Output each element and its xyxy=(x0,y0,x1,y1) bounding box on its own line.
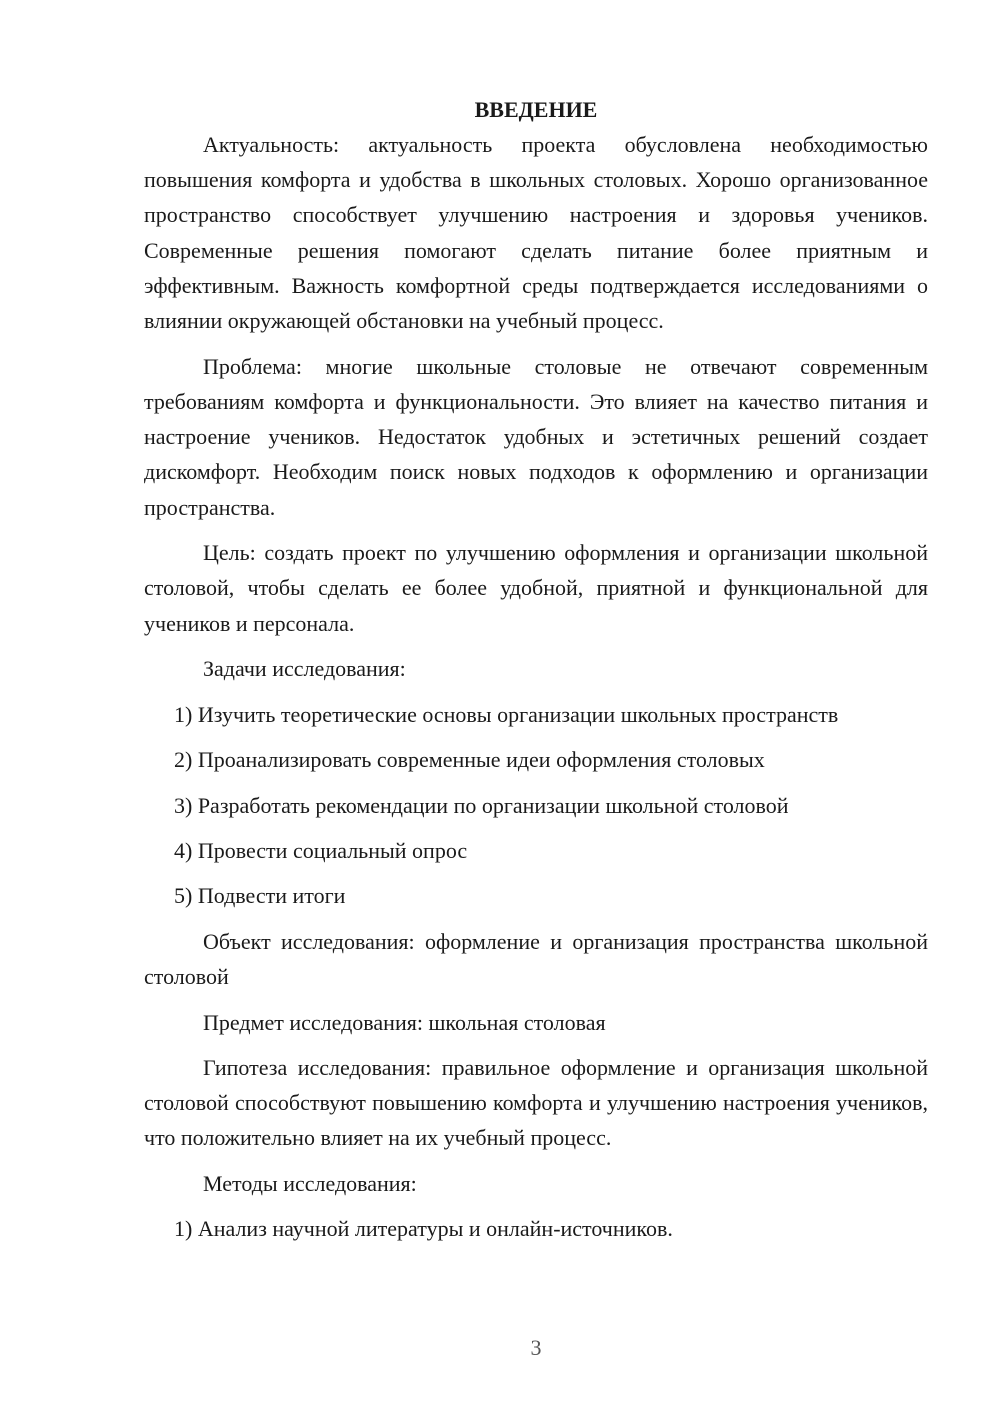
page-title: ВВЕДЕНИЕ xyxy=(474,97,598,122)
list-item: 1) Анализ научной литературы и онлайн-источников. xyxy=(174,1216,673,1242)
methods-heading: Методы исследования: xyxy=(203,1171,417,1197)
document-page xyxy=(144,92,928,1257)
object-paragraph: Объект исследования: оформление и организация пространства школьной столовой xyxy=(144,928,928,989)
methods-list xyxy=(144,1211,928,1246)
list-item: 4) Провести социальный опрос xyxy=(174,837,468,863)
list-item: 2) Проанализировать современные идеи оформления столовых xyxy=(174,747,765,773)
list-item: 3) Разработать рекомендации по организации школьной столовой xyxy=(174,792,789,818)
problem-paragraph: Проблема: многие школьные столовые не отвечают современным требованиям комфорта и функциональности. Это влияет на качество питания и настроение учеников. Недостаток удобных и эстетичных решений создает дискомфорт. Необходим поиск новых подходов к оформлению и организации пространства. xyxy=(144,353,928,520)
subject-paragraph: Предмет исследования: школьная столовая xyxy=(203,1009,606,1035)
goal-paragraph: Цель: создать проект по улучшению оформления и организации школьной столовой, чтобы сделать ее более удобной, приятной и функциональной для учеников и персонала. xyxy=(144,540,928,636)
tasks-list xyxy=(144,697,928,914)
hypothesis-paragraph: Гипотеза исследования: правильное оформление и организация школьной столовой способствуют повышению комфорта и улучшению настроения учеников, что положительно влияет на их учебный процесс. xyxy=(144,1054,928,1151)
relevance-paragraph: Актуальность: актуальность проекта обусловлена необходимостью повышения комфорта и удобства в школьных столовых. Хорошо организованное пространство способствует улучшению настроения и здоровья учеников. Современные решения помогают сделать питание более приятным и эффективным. Важность комфортной среды подтверждается исследованиями о влиянии окружающей обстановки на учебный процесс. xyxy=(144,132,928,334)
page-number: 3 xyxy=(530,1335,542,1360)
tasks-heading: Задачи исследования: xyxy=(203,656,406,682)
list-item: 1) Изучить теоретические основы организации школьных пространств xyxy=(174,701,839,727)
list-item: 5) Подвести итоги xyxy=(174,883,346,909)
